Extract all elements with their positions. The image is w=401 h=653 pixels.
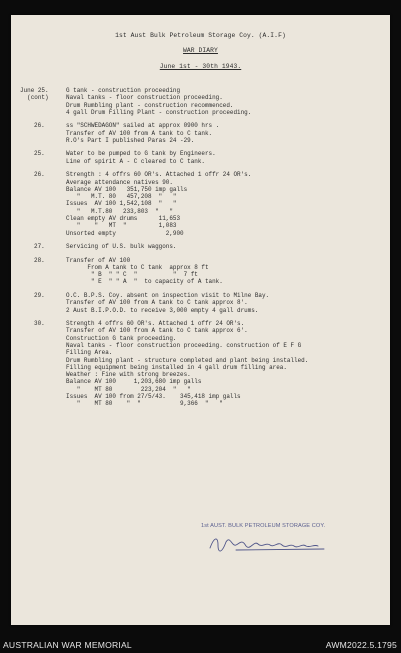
unit-stamp: 1st AUST. BULK PETROLEUM STORAGE COY. <box>201 523 326 529</box>
entry-date: 26. <box>34 122 45 130</box>
entry-date: June 25. (cont) <box>20 87 49 102</box>
diary-entry <box>20 292 382 314</box>
entry-date: 28. <box>34 256 45 264</box>
entry-text: ss "SCHWEDAGON" sailed at approx 0900 hrs . Transfer of AV 100 from A tank to C tank. R.O's Part I published Paras 24 -29. <box>66 122 220 144</box>
diary-entries <box>20 87 382 414</box>
diary-entry <box>20 243 382 250</box>
entry-date: 26. <box>34 171 45 179</box>
footer-accession-number: AWM2022.5.1795 <box>325 640 397 650</box>
diary-entry <box>20 87 382 116</box>
diary-page <box>11 15 390 625</box>
diary-entry <box>20 122 382 144</box>
diary-entry <box>20 171 382 237</box>
entry-text: G tank - construction proceeding Naval tanks - floor construction proceeding. Drum Rumbling plant - construction recommenced. 4 gall Drum Filling Plant - construction proceeding. <box>66 87 252 116</box>
entry-date: 27. <box>34 243 45 251</box>
entry-text: Strength 4 offrs 60 OR's. Attached 1 offr 24 OR's. Transfer of AV 100 from A tank to C tank approx 6'. Construction G tank proceeding. Naval tanks - floor construction proceeding. construction of E F G Filling Area. Drum Rumbling plant - structure completed and plant being installed. Filling equipment being installed in 4 gall drum filling area. Weather : Fine with strong breezes. Balance AV 100 1,203,680 imp galls " MT 80 223,204 " " Issues AV 100 from 27/5/43. 345,418 imp galls " MT 80 " " 9,366 " " <box>66 320 309 408</box>
entry-date: 30. <box>34 320 45 328</box>
entry-text: Servicing of U.S. bulk waggons. <box>66 243 177 251</box>
diary-entry <box>20 257 382 286</box>
entry-date: 25. <box>34 150 45 158</box>
entry-text: O.C. B.P.S. Coy. absent on inspection visit to Milne Bay. Transfer of AV 100 from A tank to C tank approx 8'. 2 Aust B.I.P.O.D. to receive 3,000 empty 4 gall drums. <box>66 291 270 314</box>
entry-text: Transfer of AV 100 From A tank to C tank approx 8 ft " B " " C " " 7 ft " E " " A " to capacity of A tank. <box>66 256 223 286</box>
document-title: WAR DIARY <box>183 47 218 54</box>
diary-period: June 1st - 30th 1943. <box>159 63 242 70</box>
unit-heading: 1st Aust Bulk Petroleum Storage Coy. (A.I.F) <box>115 32 286 39</box>
entry-date: 29. <box>34 291 45 299</box>
entry-text: Water to be pumped to G tank by Engineers. Line of spirit A - C cleared to C tank. <box>66 150 216 165</box>
footer-institution: AUSTRALIAN WAR MEMORIAL <box>3 640 132 650</box>
entry-text: Strength : 4 offrs 60 OR's. Attached 1 offr 24 OR's. Average attendance natives 90. Balance AV 100 351,750 imp galls " M.T. 80 457,208 " " Issues AV 100 1,542,108 " " " M.T.80 233,803 " " Clean empty AV drums 11,653 " " MT " 1,083 Unsorted empty 2,900 <box>66 171 252 237</box>
handwritten-signature <box>206 533 346 555</box>
diary-entry <box>20 150 382 165</box>
diary-entry <box>20 320 382 408</box>
